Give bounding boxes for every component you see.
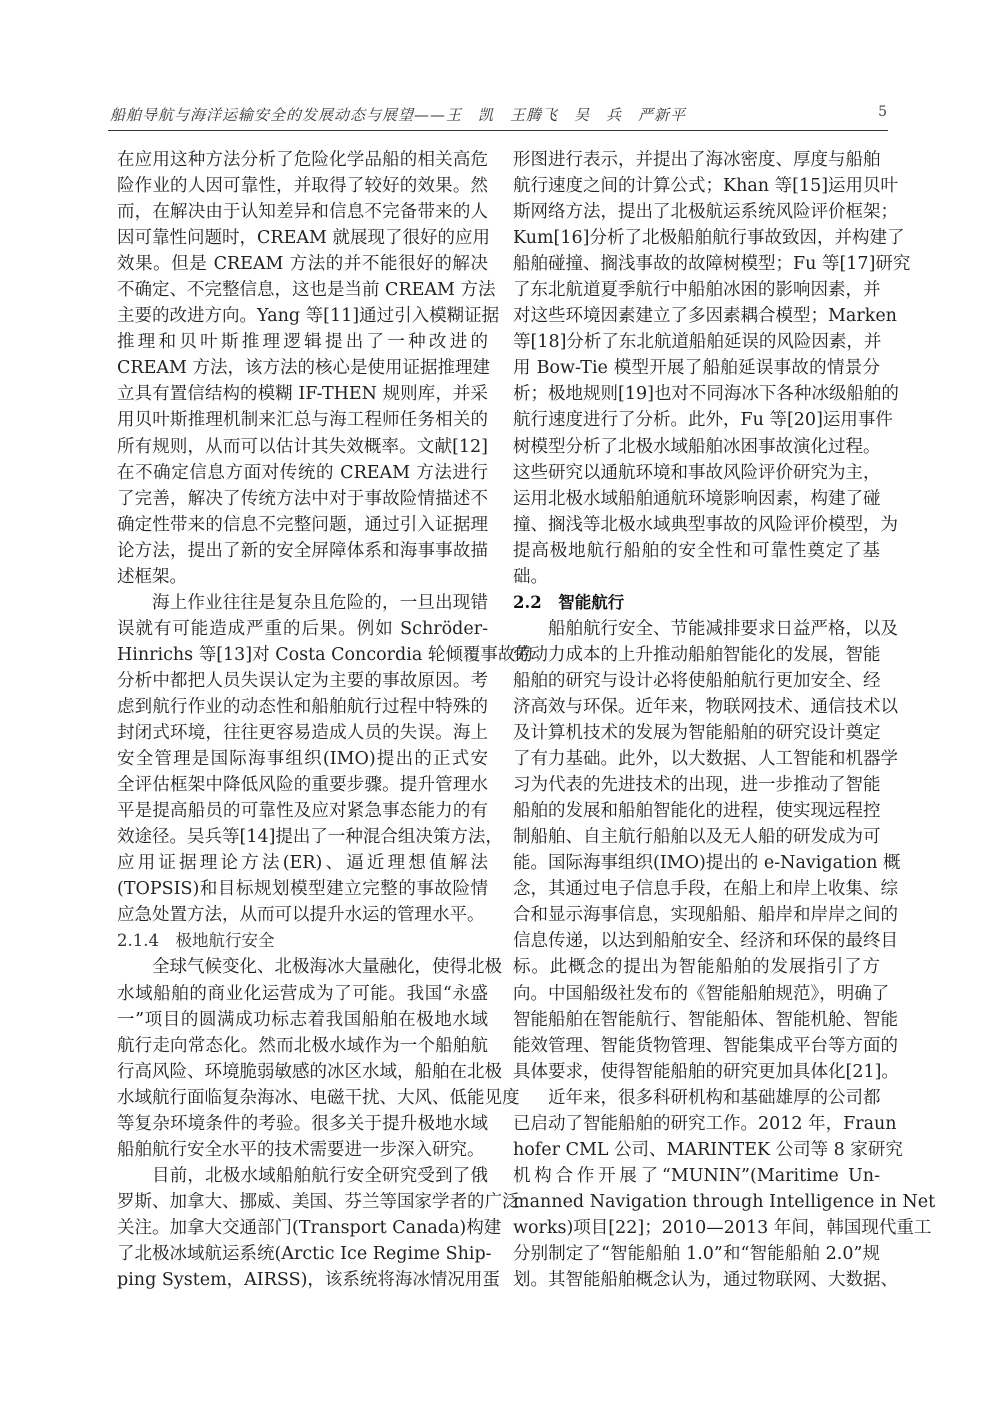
text-line: 船舶的发展和船舶智能化的进程，使实现远程控 (513, 801, 881, 822)
text-line: 应急处置方法，从而可以提升水运的管理水平。 (117, 905, 485, 926)
section-heading: 2.2 智能航行 (513, 592, 625, 612)
text-line: 能效管理、智能货物管理、智能集成平台等方面的 (513, 1035, 898, 1056)
text-line: 船舶航行安全水平的技术需要进一步深入研究。 (117, 1139, 485, 1160)
text-line: 念，其通过电子信息手段，在船上和岸上收集、综 (513, 879, 898, 900)
text-line: hofer CML 公司、MARINTEK 公司等 8 家研究 (513, 1139, 903, 1160)
text-line: 水域航行面临复杂海冰、电磁干扰、大风、低能见度 (117, 1087, 520, 1108)
text-line: manned Navigation through Intelligence in Net (513, 1191, 936, 1212)
text-line: 济高效与环保。近年来，物联网技术、通信技术以 (513, 696, 898, 717)
header-rule (108, 130, 888, 131)
text-line: 近年来，很多科研机构和基础雄厚的公司都 (548, 1087, 881, 1108)
text-line: 船舶的研究与设计必将使船舶航行更加安全、经 (513, 670, 881, 691)
text-line: 信息传递，以达到船舶安全、经济和环保的最终目 (513, 931, 898, 952)
text-line: 因可靠性问题时，CREAM 就展现了很好的应用 (117, 228, 490, 249)
text-line: 用贝叶斯推理机制来汇总与海工程师任务相关的 (117, 410, 488, 431)
text-line: 了有力基础。此外，以大数据、人工智能和机器学 (513, 749, 898, 770)
text-line: 劳动力成本的上升推动船舶智能化的发展，智能 (513, 644, 881, 665)
text-line: 效途径。吴兵等[14]提出了一种混合组决策方法， (117, 827, 503, 848)
text-line: (TOPSIS)和目标规划模型建立完整的事故险情 (117, 879, 488, 900)
text-line: 能。国际海事组织(IMO)提出的 e-Navigation 概 (513, 853, 901, 874)
text-line: 而，在解决由于认知差异和信息不完备带来的人 (117, 202, 488, 223)
text-line: 在应用这种方法分析了危险化学品船的相关高危 (117, 150, 488, 170)
paragraph (117, 590, 533, 929)
text-line: 形图进行表示，并提出了海冰密度、厚度与船舶 (513, 150, 881, 170)
text-line: 安全管理是国际海事组织(IMO)提出的正式安 (117, 749, 488, 770)
text-line: 全评估框架中降低风险的重要步骤。提升管理水 (117, 775, 488, 796)
text-line: 斯网络方法，提出了北极航运系统风险评价框架； (513, 202, 898, 223)
text-line: Hinrichs 等[13]对 Costa Concordia 轮倾覆事故的 (117, 644, 533, 665)
text-line: 提高极地航行船舶的安全性和可靠性奠定了基 (513, 540, 880, 561)
text-line: 及计算机技术的发展为智能船舶的研究设计奠定 (513, 723, 881, 744)
text-line: 误就有可能造成严重的后果。例如 Schröder- (117, 618, 488, 639)
text-line: 船舶碰撞、搁浅事故的故障树模型；Fu 等[17]研究 (513, 254, 911, 275)
text-line: 全球气候变化、北极海冰大量融化，使得北极 (152, 957, 502, 978)
text-line: 立具有置信结构的模糊 IF-THEN 规则库，并采 (117, 384, 488, 405)
text-line: 海上作业往往是复杂且危险的，一旦出现错 (152, 592, 488, 613)
text-line: 等[18]分析了东北航道船舶延误的风险因素，并 (513, 332, 882, 353)
paragraph (513, 616, 901, 1085)
paragraph (117, 954, 520, 1162)
text-line: 虑到航行作业的动态性和船舶航行过程中特殊的 (117, 696, 488, 717)
text-line: 向。中国船级社发布的《智能船舶规范》，明确了 (513, 983, 890, 1004)
text-line: 航行速度进行了分析。此外，Fu 等[20]运用事件 (513, 410, 893, 431)
text-line: 标。此概念的提出为智能船舶的发展指引了方 (513, 957, 880, 978)
text-line: 目前，北极水域船舶航行安全研究受到了俄 (152, 1165, 488, 1186)
text-line: 应用证据理论方法(ER)、逼近理想值解法 (117, 853, 488, 874)
left-column (117, 147, 533, 1293)
text-line: 了北极冰域航运系统(Arctic Ice Regime Ship- (117, 1243, 492, 1264)
running-title: 船舶导航与海洋运输安全的发展动态与展望——王 凯 王腾飞 吴 兵 严新平 (110, 106, 687, 124)
text-line: works)项目[22]；2010—2013 年间，韩国现代重工 (513, 1217, 932, 1238)
text-line: 础。 (513, 566, 548, 587)
text-line: 用 Bow-Tie 模型开展了船舶延误事故的情景分 (513, 358, 880, 379)
paragraph (117, 147, 500, 590)
text-line: 运用北极水域船舶通航环境影响因素，构建了碰 (513, 488, 881, 509)
text-line: 论方法，提出了新的安全屏障体系和海事事故描 (117, 540, 488, 561)
text-line: 具体要求，使得智能船舶的研究更加具体化[21]。 (513, 1061, 899, 1082)
text-line: 船舶航行安全、节能减排要求日益严格，以及 (548, 618, 898, 639)
section-heading: 2.1.4 极地航行安全 (117, 931, 275, 951)
text-line: 等复杂环境条件的考验。很多关于提升极地水域 (117, 1113, 488, 1134)
text-line: 这些研究以通航环境和事故风险评价研究为主， (513, 462, 881, 483)
text-line: 已启动了智能船舶的研究工作。2012 年，Fraun (513, 1113, 897, 1134)
text-line: 划。其智能船舶概念认为，通过物联网、大数据、 (513, 1270, 898, 1291)
text-line: 在不确定信息方面对传统的 CREAM 方法进行 (117, 462, 488, 483)
text-line: ping System，AIRSS)，该系统将海冰情况用蛋 (117, 1270, 500, 1291)
text-line: 分别制定了“智能船舶 1.0”和“智能船舶 2.0”规 (513, 1243, 880, 1264)
text-line: CREAM 方法，该方法的核心是使用证据推理建 (117, 358, 490, 379)
text-line: 了东北航道夏季航行中船舶冰困的影响因素，并 (513, 280, 881, 301)
text-line: 对这些环境因素建立了多因素耦合模型；Marken (513, 306, 897, 327)
text-line: 主要的改进方向。Yang 等[11]通过引入模糊证据 (117, 306, 500, 327)
text-line: 了完善，解决了传统方法中对于事故险情描述不 (117, 488, 488, 509)
text-line: 习为代表的先进技术的出现，进一步推动了智能 (513, 775, 881, 796)
text-line: 行高风险、环境脆弱敏感的冰区水域，船舶在北极 (117, 1061, 502, 1082)
text-line: 险作业的人因可靠性，并取得了较好的效果。然 (117, 176, 488, 197)
right-column (513, 147, 936, 1293)
text-line: 所有规则，从而可以估计其失效概率。文献[12] (117, 436, 488, 457)
text-line: 推理和贝叶斯推理逻辑提出了一种改进的 (117, 332, 488, 353)
text-line: 关注。加拿大交通部门(Transport Canada)构建 (117, 1217, 502, 1238)
text-line: Kum[16]分析了北极船舶航行事故致因，并构建了 (513, 228, 905, 249)
text-line: 罗斯、加拿大、挪威、美国、芬兰等国家学者的广泛 (117, 1191, 520, 1212)
text-line: 封闭式环境，往往更容易造成人员的失误。海上 (117, 723, 488, 744)
running-header (110, 104, 888, 128)
page-number: 5 (878, 104, 888, 120)
text-line: 航行走向常态化。然而北极水域作为一个船舶航 (117, 1035, 488, 1056)
text-line: 述框架。 (117, 566, 187, 587)
text-line: 制船舶、自主航行船舶以及无人船的研发成为可 (513, 827, 881, 848)
paragraph (117, 1163, 520, 1293)
text-line: 效果。但是 CREAM 方法的并不能很好的解决 (117, 254, 488, 275)
text-line: 不确定、不完整信息，这也是当前 CREAM 方法 (117, 280, 496, 301)
paragraph (513, 1085, 936, 1293)
text-line: 树模型分析了北极水域船舶冰困事故演化过程。 (513, 436, 881, 457)
text-line: 机构合作开展了“MUNIN”(Maritime Un- (513, 1165, 880, 1186)
text-line: 分析中都把人员失误认定为主要的事故原因。考 (117, 670, 488, 691)
text-line: 平是提高船员的可靠性及应对紧急事态能力的有 (117, 801, 488, 822)
text-line: 确定性带来的信息不完整问题，通过引入证据理 (117, 514, 488, 535)
text-line: 水域船舶的商业化运营成为了可能。我国“永盛 (117, 983, 488, 1004)
text-line: 析；极地规则[19]也对不同海冰下各种冰级船舶的 (513, 384, 899, 405)
text-line: 撞、搁浅等北极水域典型事故的风险评价模型，为 (513, 514, 898, 535)
text-line: 合和显示海事信息，实现船船、船岸和岸岸之间的 (513, 905, 898, 926)
text-line: 航行速度之间的计算公式；Khan 等[15]运用贝叶 (513, 176, 899, 197)
text-line: 智能船舶在智能航行、智能船体、智能机舱、智能 (513, 1009, 898, 1030)
paragraph (513, 147, 911, 590)
text-line: 一”项目的圆满成功标志着我国船舶在极地水域 (117, 1009, 488, 1030)
